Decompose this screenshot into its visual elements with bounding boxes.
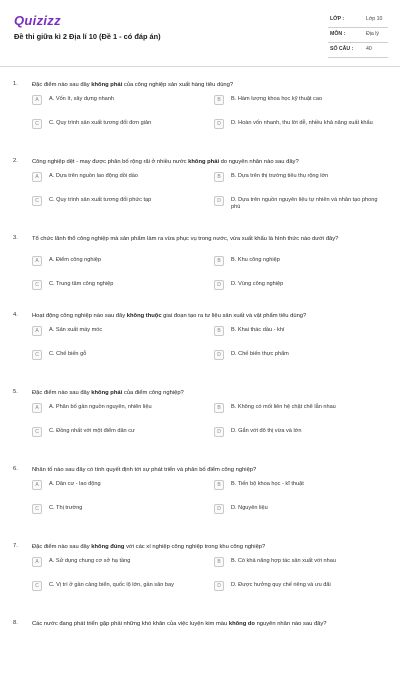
question-text (32, 620, 387, 628)
worksheet-title: Đề thi giữa kì 2 Địa lí 10 (Đề 1 - có đáp án) (14, 32, 161, 41)
meta-subject-row (328, 28, 388, 43)
answer-option-a[interactable] (32, 556, 200, 575)
question-text-part: Đặc điểm nào sau đây (32, 82, 92, 88)
option-letter-badge: B (214, 403, 224, 413)
question-number: 1. (13, 81, 18, 87)
option-letter-badge: C (32, 196, 42, 206)
answer-option-c[interactable] (32, 426, 200, 445)
option-text: C. Quy trình sản xuất tương đối đơn giản (49, 120, 152, 126)
option-letter-badge: C (32, 581, 42, 591)
option-letter-badge: B (214, 557, 224, 567)
option-letter-badge: A (32, 326, 42, 336)
option-letter-badge: D (214, 427, 224, 437)
question-emphasis: không do (228, 621, 255, 627)
answer-option-d[interactable] (214, 426, 382, 445)
question-number: 2. (13, 158, 18, 164)
question-text (32, 81, 387, 89)
question-text-part: Đặc điểm nào sau đây (32, 390, 92, 396)
answer-option-b[interactable] (214, 94, 382, 113)
question-text-part: giai đoạn tạo ra tư liệu sản xuất và vật phẩm tiêu dùng? (161, 313, 307, 319)
answer-option-c[interactable] (32, 279, 200, 298)
option-letter-badge: C (32, 504, 42, 514)
meta-class-row (328, 13, 388, 28)
question-text-part: Đặc điểm nào sau đây (32, 544, 92, 550)
question-text (32, 466, 387, 474)
question-text-part: Công nghiệp dệt - may được phân bố rộng rãi ở nhiều nước (32, 159, 189, 165)
question-number: 6. (13, 466, 18, 472)
option-letter-badge: B (214, 256, 224, 266)
question-text-part: nguyên nhân nào sau đây? (254, 621, 327, 627)
question-text-part: Các nước đang phát triển gặp phải những khó khăn của việc luyện kim màu (32, 621, 229, 627)
question-5 (0, 384, 400, 461)
answer-option-a[interactable] (32, 402, 200, 421)
option-letter-badge: C (32, 427, 42, 437)
option-letter-badge: A (32, 403, 42, 413)
meta-count-value: 40 (366, 46, 372, 52)
option-letter-badge: D (214, 280, 224, 290)
option-text: C. Vị trí ở gần cảng biển, quốc lộ lớn, gần sân bay (49, 582, 174, 588)
meta-panel (328, 13, 388, 58)
option-text: B. Hàm lượng khoa học kỹ thuật cao (231, 96, 323, 102)
option-letter-badge: D (214, 581, 224, 591)
answer-option-c[interactable] (32, 503, 200, 522)
option-text: B. Có khả năng hợp tác sản xuất với nhau (231, 558, 336, 564)
answer-option-d[interactable] (214, 195, 382, 214)
option-text: C. Thị trường (49, 505, 83, 511)
answer-option-a[interactable] (32, 171, 200, 190)
option-text: A. Phân bố gần nguồn nguyên, nhiên liệu (49, 404, 152, 410)
question-number: 5. (13, 389, 18, 395)
question-emphasis: không phải (91, 82, 123, 88)
worksheet-header (0, 0, 400, 66)
option-text: D. Nguyên liệu (231, 505, 268, 511)
answer-option-b[interactable] (214, 325, 382, 344)
answer-option-c[interactable] (32, 118, 200, 137)
question-number: 8. (13, 620, 18, 626)
option-letter-badge: D (214, 504, 224, 514)
question-1 (0, 76, 400, 153)
question-text-part: Nhân tố nào sau đây có tính quyết định tới sự phát triển và phân bố điểm công nghiệp? (32, 467, 257, 473)
option-text: A. Điểm công nghiệp (49, 257, 101, 263)
option-letter-badge: C (32, 280, 42, 290)
question-3 (0, 230, 400, 307)
option-text: C. Chế biến gỗ (49, 351, 87, 357)
option-text: D. Vùng công nghiệp (231, 281, 284, 287)
question-6 (0, 461, 400, 538)
answer-option-d[interactable] (214, 349, 382, 368)
question-8 (0, 615, 400, 692)
question-emphasis: không phải (188, 159, 220, 165)
question-emphasis: không phải (91, 390, 123, 396)
question-number: 3. (13, 235, 18, 241)
answer-option-b[interactable] (214, 556, 382, 575)
option-letter-badge: B (214, 95, 224, 105)
question-number: 4. (13, 312, 18, 318)
meta-count-row (328, 43, 388, 58)
answer-option-b[interactable] (214, 479, 382, 498)
option-text: B. Dựa trên thị trường tiêu thụ rộng lớn (231, 173, 329, 179)
option-text: D. Được hưởng quy chế riêng và ưu đãi (231, 582, 331, 588)
option-letter-badge: C (32, 119, 42, 129)
option-letter-badge: D (214, 350, 224, 360)
option-text: B. Không có mối liên hệ chặt chẽ lẫn nhau (231, 404, 336, 410)
question-7 (0, 538, 400, 615)
option-letter-badge: B (214, 480, 224, 490)
meta-class-value: Lớp 10 (366, 16, 383, 22)
option-text: B. Tiến bộ khoa học - kĩ thuật (231, 481, 304, 487)
question-text-part: do nguyên nhân nào sau đây? (219, 159, 299, 165)
question-list (0, 76, 400, 692)
option-text: B. Khu công nghiệp (231, 257, 280, 263)
option-text: C. Trung tâm công nghiệp (49, 281, 114, 287)
question-number: 7. (13, 543, 18, 549)
answer-option-a[interactable] (32, 325, 200, 344)
answer-option-d[interactable] (214, 503, 382, 522)
question-text (32, 312, 387, 320)
option-letter-badge: C (32, 350, 42, 360)
question-text-part: Tổ chức lãnh thổ công nghiệp mà sản phẩm làm ra vừa phục vụ trong nước, vừa xuất khẩu là hình thức nào dưới đây? (32, 236, 339, 242)
option-text: C. Quy trình sản xuất tương đối phức tạp (49, 197, 152, 203)
option-letter-badge: A (32, 95, 42, 105)
option-letter-badge: D (214, 196, 224, 206)
answer-option-d[interactable] (214, 118, 382, 137)
question-text-part: Hoạt động công nghiệp nào sau đây (32, 313, 127, 319)
option-letter-badge: A (32, 557, 42, 567)
option-text: C. Đồng nhất với một điểm dân cư (49, 428, 135, 434)
option-text: A. Sản xuất máy móc (49, 327, 103, 333)
quizizz-logo: Quizizz (14, 13, 61, 28)
meta-class-label: LỚP : (330, 16, 345, 22)
question-text (32, 543, 387, 551)
question-text (32, 158, 387, 166)
option-text: D. Gắn với đô thị vừa và lớn (231, 428, 302, 434)
answer-option-a[interactable] (32, 94, 200, 113)
option-letter-badge: B (214, 172, 224, 182)
question-text (32, 389, 387, 397)
answer-option-a[interactable] (32, 255, 200, 274)
option-text: A. Dựa trên nguồn lao động dồi dào (49, 173, 138, 179)
question-4 (0, 307, 400, 384)
option-text: A. Sử dụng chung cơ sở hạ tầng (49, 558, 131, 564)
answer-option-c[interactable] (32, 349, 200, 368)
question-emphasis: không đúng (91, 544, 125, 550)
meta-subject-value: Địa lý (366, 31, 379, 37)
option-letter-badge: D (214, 119, 224, 129)
question-text-part: của điểm công nghiệp? (122, 390, 184, 396)
question-2 (0, 153, 400, 230)
answer-option-b[interactable] (214, 171, 382, 190)
question-emphasis: không thuộc (126, 313, 162, 319)
header-divider (0, 66, 400, 67)
answer-option-d[interactable] (214, 279, 382, 298)
question-text-part: của công nghiệp sản xuất hàng tiêu dùng? (122, 82, 234, 88)
meta-count-label: SỐ CÂU : (330, 46, 354, 52)
answer-option-c[interactable] (32, 195, 200, 214)
option-text: B. Khai thác dầu - khí (231, 327, 285, 333)
answer-option-c[interactable] (32, 580, 200, 599)
question-text-part: với các xí nghiệp công nghiệp trong khu công nghiệp? (124, 544, 266, 550)
option-letter-badge: A (32, 480, 42, 490)
option-text: D. Chế biến thực phẩm (231, 351, 289, 357)
question-text (32, 235, 387, 243)
option-letter-badge: A (32, 172, 42, 182)
option-text: A. Vốn ít, xây dựng nhanh (49, 96, 115, 102)
option-letter-badge: B (214, 326, 224, 336)
answer-option-b[interactable] (214, 255, 382, 274)
option-text: A. Dân cư - lao động (49, 481, 101, 487)
answer-option-a[interactable] (32, 479, 200, 498)
meta-subject-label: MÔN : (330, 31, 346, 37)
option-letter-badge: A (32, 256, 42, 266)
answer-option-b[interactable] (214, 402, 382, 421)
option-text: D. Hoàn vốn nhanh, thu lời dễ, nhiều khả năng xuất khẩu (231, 120, 373, 126)
answer-option-d[interactable] (214, 580, 382, 599)
option-text: D. Dựa trên nguồn nguyên liệu tự nhiên và nhân tạo phong phú (231, 197, 378, 210)
